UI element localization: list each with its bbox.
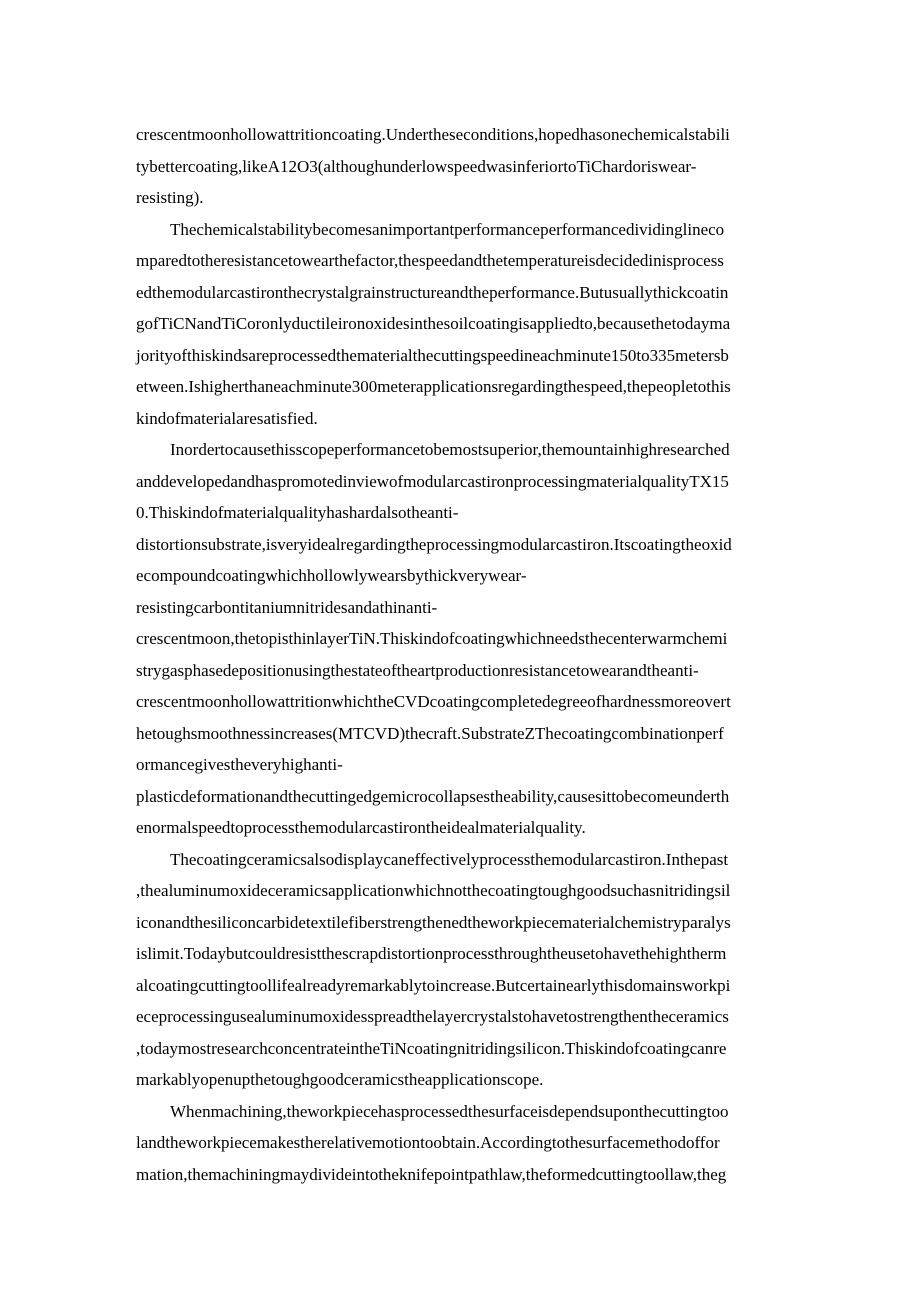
text-line: ,todaymostresearchconcentrateintheTiNcoatingnitridingsilicon.Thiskindofcoatingcanre	[136, 1038, 727, 1058]
text-line: gofTiCNandTiCoronlyductileironoxidesinthesoilcoatingisappliedto,becausethetodayma	[136, 314, 731, 333]
text-line: islimit.Todaybutcouldresistthescrapdistortionprocessthroughtheusetohavethehightherm	[136, 944, 727, 963]
text-line: strygasphasedepositionusingthestateoftheartproductionresistancetowearandtheanti-	[136, 660, 699, 680]
text-line: crescentmoon,thetopisthinlayerTiN.Thiskindofcoatingwhichneedsthecenterwarmchemi	[136, 629, 728, 648]
text-line: etween.Ishigherthaneachminute300meterapplicationsregardingthespeed,thepeopletothis	[136, 377, 731, 396]
text-line: resistingcarbontitaniumnitridesandathinanti-	[136, 597, 438, 617]
text-line: iconandthesiliconcarbidetextilefiberstrengthenedtheworkpiecematerialchemistryparalys	[136, 912, 731, 932]
paragraph	[136, 434, 786, 844]
text-line: alcoatingcuttingtoollifealreadyremarkablytoincrease.Butcertainearlythisdomainsworkpi	[136, 975, 731, 995]
text-line: 0.Thiskindofmaterialqualityhashardalsotheanti-	[136, 503, 459, 522]
text-line: landtheworkpiecemakestherelativemotiontoobtain.Accordingtothesurfacemethodoffor	[136, 1133, 720, 1152]
paragraph	[136, 119, 786, 214]
text-line: edthemodularcastironthecrystalgrainstructureandtheperformance.Butusuallythickcoatin	[136, 282, 729, 302]
text-line: ecompoundcoatingwhichhollowlywearsbythickverywear-	[136, 566, 527, 585]
text-line: plasticdeformationandthecuttingedgemicrocollapsestheability,causesittobecomeunderth	[136, 786, 730, 806]
text-line: markablyopenupthetoughgoodceramicstheapplicationscope.	[136, 1070, 544, 1089]
text-line: eceprocessingusealuminumoxidesspreadthelayercrystalstohavetostrengthentheceramics	[136, 1007, 729, 1026]
text-line: mation,themachiningmaydivideintotheknifepointpathlaw,theformedcuttingtoollaw,theg	[136, 1164, 727, 1184]
text-line: jorityofthiskindsareprocessedthematerialthecuttingspeedineachminute150to335metersb	[136, 345, 729, 365]
text-line: Thechemicalstabilitybecomesanimportantperformanceperformancedividinglineco	[170, 219, 725, 239]
text-line: crescentmoonhollowattritionwhichtheCVDcoatingcompletedegreeofhardnessmoreovert	[136, 692, 731, 711]
document-body	[136, 119, 786, 1190]
text-line: distortionsubstrate,isveryidealregardingtheprocessingmodularcastiron.Itscoatingtheoxid	[136, 534, 732, 554]
text-line: Whenmachining,theworkpiecehasprocessedthesurfaceisdependsuponthecuttingtoo	[170, 1101, 729, 1121]
text-line: crescentmoonhollowattritioncoating.Undertheseconditions,hopedhasonechemicalstabili	[136, 125, 730, 144]
text-line: resisting).	[136, 188, 204, 207]
paragraph	[136, 214, 786, 435]
paragraph	[136, 1096, 786, 1191]
text-line: anddevelopedandhaspromotedinviewofmodularcastironprocessingmaterialqualityTX15	[136, 471, 729, 491]
text-line: tybettercoating,likeA12O3(althoughunderlowspeedwasinferiortoTiChardoriswear-	[136, 156, 697, 176]
text-line: kindofmaterialaresatisfied.	[136, 408, 318, 428]
text-line: mparedtotheresistancetowearthefactor,thespeedandthetemperatureisdecidedinisprocess	[136, 251, 724, 270]
text-line: enormalspeedtoprocessthemodularcastirontheidealmaterialquality.	[136, 818, 586, 837]
text-line: Thecoatingceramicsalsodisplaycaneffectivelyprocessthemodularcastiron.Inthepast	[170, 849, 729, 869]
text-line: ,thealuminumoxideceramicsapplicationwhichnotthecoatingtoughgoodsuchasnitridingsil	[136, 881, 731, 900]
text-line: hetoughsmoothnessincreases(MTCVD)thecraft.SubstrateZThecoatingcombinationperf	[136, 723, 724, 743]
paragraph	[136, 844, 786, 1096]
text-line: Inordertocausethisscopeperformancetobemostsuperior,themountainhighresearched	[170, 440, 730, 459]
text-line: ormancegivestheveryhighanti-	[136, 755, 343, 774]
